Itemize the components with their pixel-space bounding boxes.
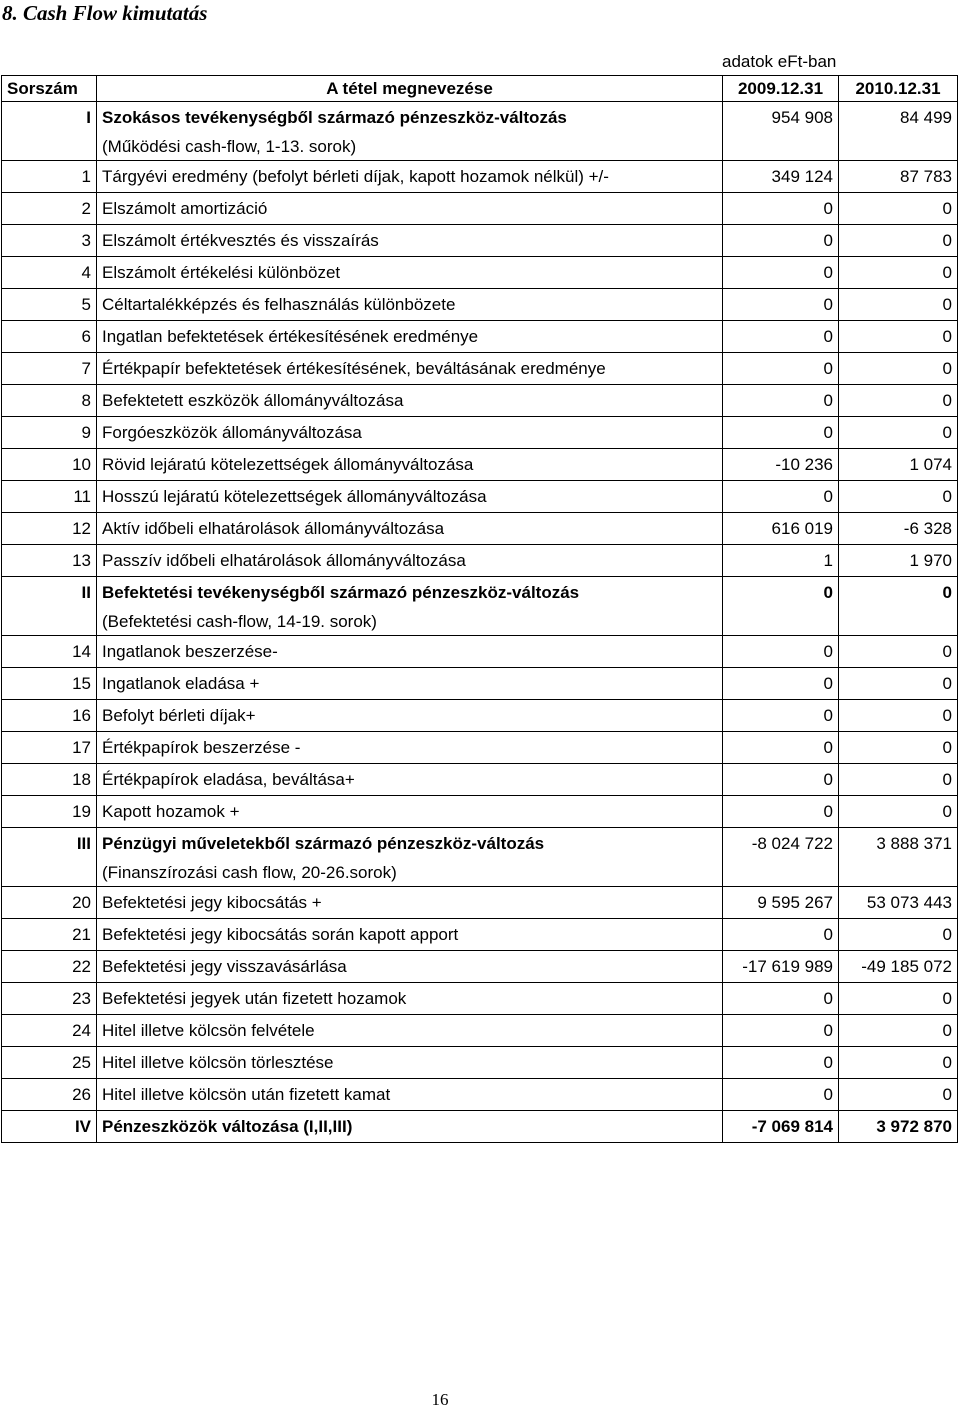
table-row bbox=[2, 951, 958, 983]
header-2009: 2009.12.31 bbox=[723, 76, 839, 102]
table-row bbox=[2, 1079, 958, 1111]
table-row bbox=[2, 545, 958, 577]
value-2009: 1 bbox=[723, 545, 839, 577]
section-subtitle: (Működési cash-flow, 1-13. sorok) bbox=[97, 133, 723, 161]
header-2010: 2010.12.31 bbox=[839, 76, 958, 102]
row-name: Aktív időbeli elhatárolások állományváltozása bbox=[97, 513, 723, 545]
section-subtitle-row bbox=[2, 133, 958, 161]
table-row bbox=[2, 257, 958, 289]
value-2009: 0 bbox=[723, 796, 839, 828]
value-2009: 0 bbox=[723, 919, 839, 951]
table-row bbox=[2, 193, 958, 225]
value-2010: 87 783 bbox=[839, 161, 958, 193]
section-subtitle: (Finanszírozási cash flow, 20-26.sorok) bbox=[97, 859, 723, 887]
row-name: Szokásos tevékenységből származó pénzeszköz-változás bbox=[97, 102, 723, 134]
value-2010: 0 bbox=[839, 385, 958, 417]
value-2009: 0 bbox=[723, 983, 839, 1015]
table-row bbox=[2, 732, 958, 764]
row-name: Kapott hozamok + bbox=[97, 796, 723, 828]
row-name: Értékpapírok beszerzése - bbox=[97, 732, 723, 764]
value-2010: 0 bbox=[839, 577, 958, 609]
value-2009: -8 024 722 bbox=[723, 828, 839, 860]
value-2010: 0 bbox=[839, 417, 958, 449]
row-name: Rövid lejáratú kötelezettségek állományváltozása bbox=[97, 449, 723, 481]
row-name: Hosszú lejáratú kötelezettségek állományváltozása bbox=[97, 481, 723, 513]
subtitle-empty-cell bbox=[839, 859, 958, 887]
row-number: 21 bbox=[2, 919, 97, 951]
table-row bbox=[2, 887, 958, 919]
row-name: Pénzügyi műveletekből származó pénzeszköz-változás bbox=[97, 828, 723, 860]
table-row bbox=[2, 700, 958, 732]
table-row bbox=[2, 1047, 958, 1079]
table-row bbox=[2, 481, 958, 513]
table-row bbox=[2, 353, 958, 385]
value-2010: 0 bbox=[839, 668, 958, 700]
value-2009: 0 bbox=[723, 700, 839, 732]
value-2009: -17 619 989 bbox=[723, 951, 839, 983]
row-number: 12 bbox=[2, 513, 97, 545]
value-2010: 0 bbox=[839, 796, 958, 828]
value-2009: 349 124 bbox=[723, 161, 839, 193]
subtitle-empty-cell bbox=[2, 859, 97, 887]
value-2010: 0 bbox=[839, 481, 958, 513]
row-number: IV bbox=[2, 1111, 97, 1143]
value-2009: 0 bbox=[723, 193, 839, 225]
value-2010: 0 bbox=[839, 636, 958, 668]
row-name: Ingatlan befektetések értékesítésének eredménye bbox=[97, 321, 723, 353]
row-number: I bbox=[2, 102, 97, 134]
section-subtitle-row bbox=[2, 859, 958, 887]
page-heading: 8. Cash Flow kimutatás bbox=[2, 1, 208, 25]
table-row bbox=[2, 1015, 958, 1047]
value-2010: 0 bbox=[839, 700, 958, 732]
row-number: 1 bbox=[2, 161, 97, 193]
value-2010: 0 bbox=[839, 764, 958, 796]
value-2009: 9 595 267 bbox=[723, 887, 839, 919]
value-2010: 0 bbox=[839, 289, 958, 321]
row-name: Hitel illetve kölcsön felvétele bbox=[97, 1015, 723, 1047]
row-name: Befektetési jegy kibocsátás során kapott apport bbox=[97, 919, 723, 951]
table-row bbox=[2, 983, 958, 1015]
row-name: Befolyt bérleti díjak+ bbox=[97, 700, 723, 732]
table-row bbox=[2, 225, 958, 257]
value-2010: 0 bbox=[839, 919, 958, 951]
section-row bbox=[2, 1111, 958, 1143]
row-number: 19 bbox=[2, 796, 97, 828]
row-number: 23 bbox=[2, 983, 97, 1015]
value-2010: 0 bbox=[839, 1015, 958, 1047]
row-number: 4 bbox=[2, 257, 97, 289]
row-name: Pénzeszközök változása (I,II,III) bbox=[97, 1111, 723, 1143]
value-2009: -10 236 bbox=[723, 449, 839, 481]
value-2010: 3 972 870 bbox=[839, 1111, 958, 1143]
value-2009: 0 bbox=[723, 764, 839, 796]
row-number: 11 bbox=[2, 481, 97, 513]
row-number: 17 bbox=[2, 732, 97, 764]
value-2009: 0 bbox=[723, 321, 839, 353]
row-name: Ingatlanok eladása + bbox=[97, 668, 723, 700]
value-2009: 0 bbox=[723, 289, 839, 321]
value-2010: 0 bbox=[839, 1047, 958, 1079]
row-name: Befektetési jegy kibocsátás + bbox=[97, 887, 723, 919]
value-2009: 0 bbox=[723, 385, 839, 417]
subtitle-empty-cell bbox=[839, 608, 958, 636]
row-name: Befektetési jegyek után fizetett hozamok bbox=[97, 983, 723, 1015]
row-number: 8 bbox=[2, 385, 97, 417]
value-2010: 0 bbox=[839, 983, 958, 1015]
row-name: Hitel illetve kölcsön törlesztése bbox=[97, 1047, 723, 1079]
table-row bbox=[2, 321, 958, 353]
table-row bbox=[2, 385, 958, 417]
row-name: Elszámolt értékelési különbözet bbox=[97, 257, 723, 289]
header-tetel-megnevezese: A tétel megnevezése bbox=[97, 76, 723, 102]
value-2010: 0 bbox=[839, 257, 958, 289]
row-name: Befektetett eszközök állományváltozása bbox=[97, 385, 723, 417]
table-row bbox=[2, 449, 958, 481]
table-row bbox=[2, 796, 958, 828]
section-subtitle: (Befektetési cash-flow, 14-19. sorok) bbox=[97, 608, 723, 636]
value-2010: 0 bbox=[839, 225, 958, 257]
row-number: 25 bbox=[2, 1047, 97, 1079]
row-number: 16 bbox=[2, 700, 97, 732]
table-row bbox=[2, 764, 958, 796]
section-subtitle-row bbox=[2, 608, 958, 636]
row-number: 13 bbox=[2, 545, 97, 577]
row-name: Ingatlanok beszerzése- bbox=[97, 636, 723, 668]
value-2009: 0 bbox=[723, 636, 839, 668]
section-row bbox=[2, 577, 958, 609]
row-name: Hitel illetve kölcsön után fizetett kamat bbox=[97, 1079, 723, 1111]
value-2009: 0 bbox=[723, 732, 839, 764]
subtitle-empty-cell bbox=[723, 608, 839, 636]
subtitle-empty-cell bbox=[723, 859, 839, 887]
value-2009: 0 bbox=[723, 1015, 839, 1047]
table-row bbox=[2, 636, 958, 668]
subtitle-empty-cell bbox=[2, 608, 97, 636]
row-number: 10 bbox=[2, 449, 97, 481]
table-row bbox=[2, 417, 958, 449]
row-number: II bbox=[2, 577, 97, 609]
row-number: 3 bbox=[2, 225, 97, 257]
row-number: 20 bbox=[2, 887, 97, 919]
table-row bbox=[2, 668, 958, 700]
value-2010: 0 bbox=[839, 353, 958, 385]
table-row bbox=[2, 289, 958, 321]
cash-flow-table-body bbox=[2, 76, 958, 1143]
row-name: Tárgyévi eredmény (befolyt bérleti díjak, kapott hozamok nélkül) +/- bbox=[97, 161, 723, 193]
value-2009: 0 bbox=[723, 417, 839, 449]
row-name: Forgóeszközök állományváltozása bbox=[97, 417, 723, 449]
value-2010: 0 bbox=[839, 321, 958, 353]
row-name: Elszámolt amortizáció bbox=[97, 193, 723, 225]
subtitle-empty-cell bbox=[2, 133, 97, 161]
value-2009: 0 bbox=[723, 257, 839, 289]
row-name: Értékpapírok eladása, beváltása+ bbox=[97, 764, 723, 796]
value-2009: 0 bbox=[723, 481, 839, 513]
value-2010: 1 970 bbox=[839, 545, 958, 577]
row-name: Passzív időbeli elhatárolások állományváltozása bbox=[97, 545, 723, 577]
table-row bbox=[2, 161, 958, 193]
row-name: Befektetési jegy visszavásárlása bbox=[97, 951, 723, 983]
value-2010: -49 185 072 bbox=[839, 951, 958, 983]
row-number: 6 bbox=[2, 321, 97, 353]
row-name: Céltartalékképzés és felhasználás különbözete bbox=[97, 289, 723, 321]
value-2009: -7 069 814 bbox=[723, 1111, 839, 1143]
row-number: 2 bbox=[2, 193, 97, 225]
value-2010: 0 bbox=[839, 1079, 958, 1111]
row-name: Értékpapír befektetések értékesítésének, beváltásának eredménye bbox=[97, 353, 723, 385]
row-number: 14 bbox=[2, 636, 97, 668]
row-number: 15 bbox=[2, 668, 97, 700]
value-2009: 0 bbox=[723, 1079, 839, 1111]
row-number: 22 bbox=[2, 951, 97, 983]
section-row bbox=[2, 102, 958, 134]
value-2010: 0 bbox=[839, 193, 958, 225]
row-name: Befektetési tevékenységből származó pénzeszköz-változás bbox=[97, 577, 723, 609]
row-number: III bbox=[2, 828, 97, 860]
value-2010: -6 328 bbox=[839, 513, 958, 545]
value-2009: 0 bbox=[723, 225, 839, 257]
subtitle-empty-cell bbox=[839, 133, 958, 161]
row-number: 24 bbox=[2, 1015, 97, 1047]
value-2010: 84 499 bbox=[839, 102, 958, 134]
page-number: 16 bbox=[431, 1390, 449, 1409]
table-row bbox=[2, 513, 958, 545]
value-2010: 53 073 443 bbox=[839, 887, 958, 919]
value-2009: 0 bbox=[723, 353, 839, 385]
value-2009: 954 908 bbox=[723, 102, 839, 134]
value-2010: 1 074 bbox=[839, 449, 958, 481]
value-2009: 0 bbox=[723, 1047, 839, 1079]
table-header-row bbox=[2, 76, 958, 102]
row-number: 5 bbox=[2, 289, 97, 321]
row-number: 18 bbox=[2, 764, 97, 796]
value-2009: 0 bbox=[723, 668, 839, 700]
value-2010: 3 888 371 bbox=[839, 828, 958, 860]
row-name: Elszámolt értékvesztés és visszaírás bbox=[97, 225, 723, 257]
cash-flow-table bbox=[1, 75, 958, 1143]
table-row bbox=[2, 919, 958, 951]
value-2009: 616 019 bbox=[723, 513, 839, 545]
row-number: 7 bbox=[2, 353, 97, 385]
unit-note: adatok eFt-ban bbox=[722, 52, 837, 71]
value-2010: 0 bbox=[839, 732, 958, 764]
section-row bbox=[2, 828, 958, 860]
row-number: 26 bbox=[2, 1079, 97, 1111]
header-sorszam: Sorszám bbox=[2, 76, 97, 102]
subtitle-empty-cell bbox=[723, 133, 839, 161]
value-2009: 0 bbox=[723, 577, 839, 609]
row-number: 9 bbox=[2, 417, 97, 449]
